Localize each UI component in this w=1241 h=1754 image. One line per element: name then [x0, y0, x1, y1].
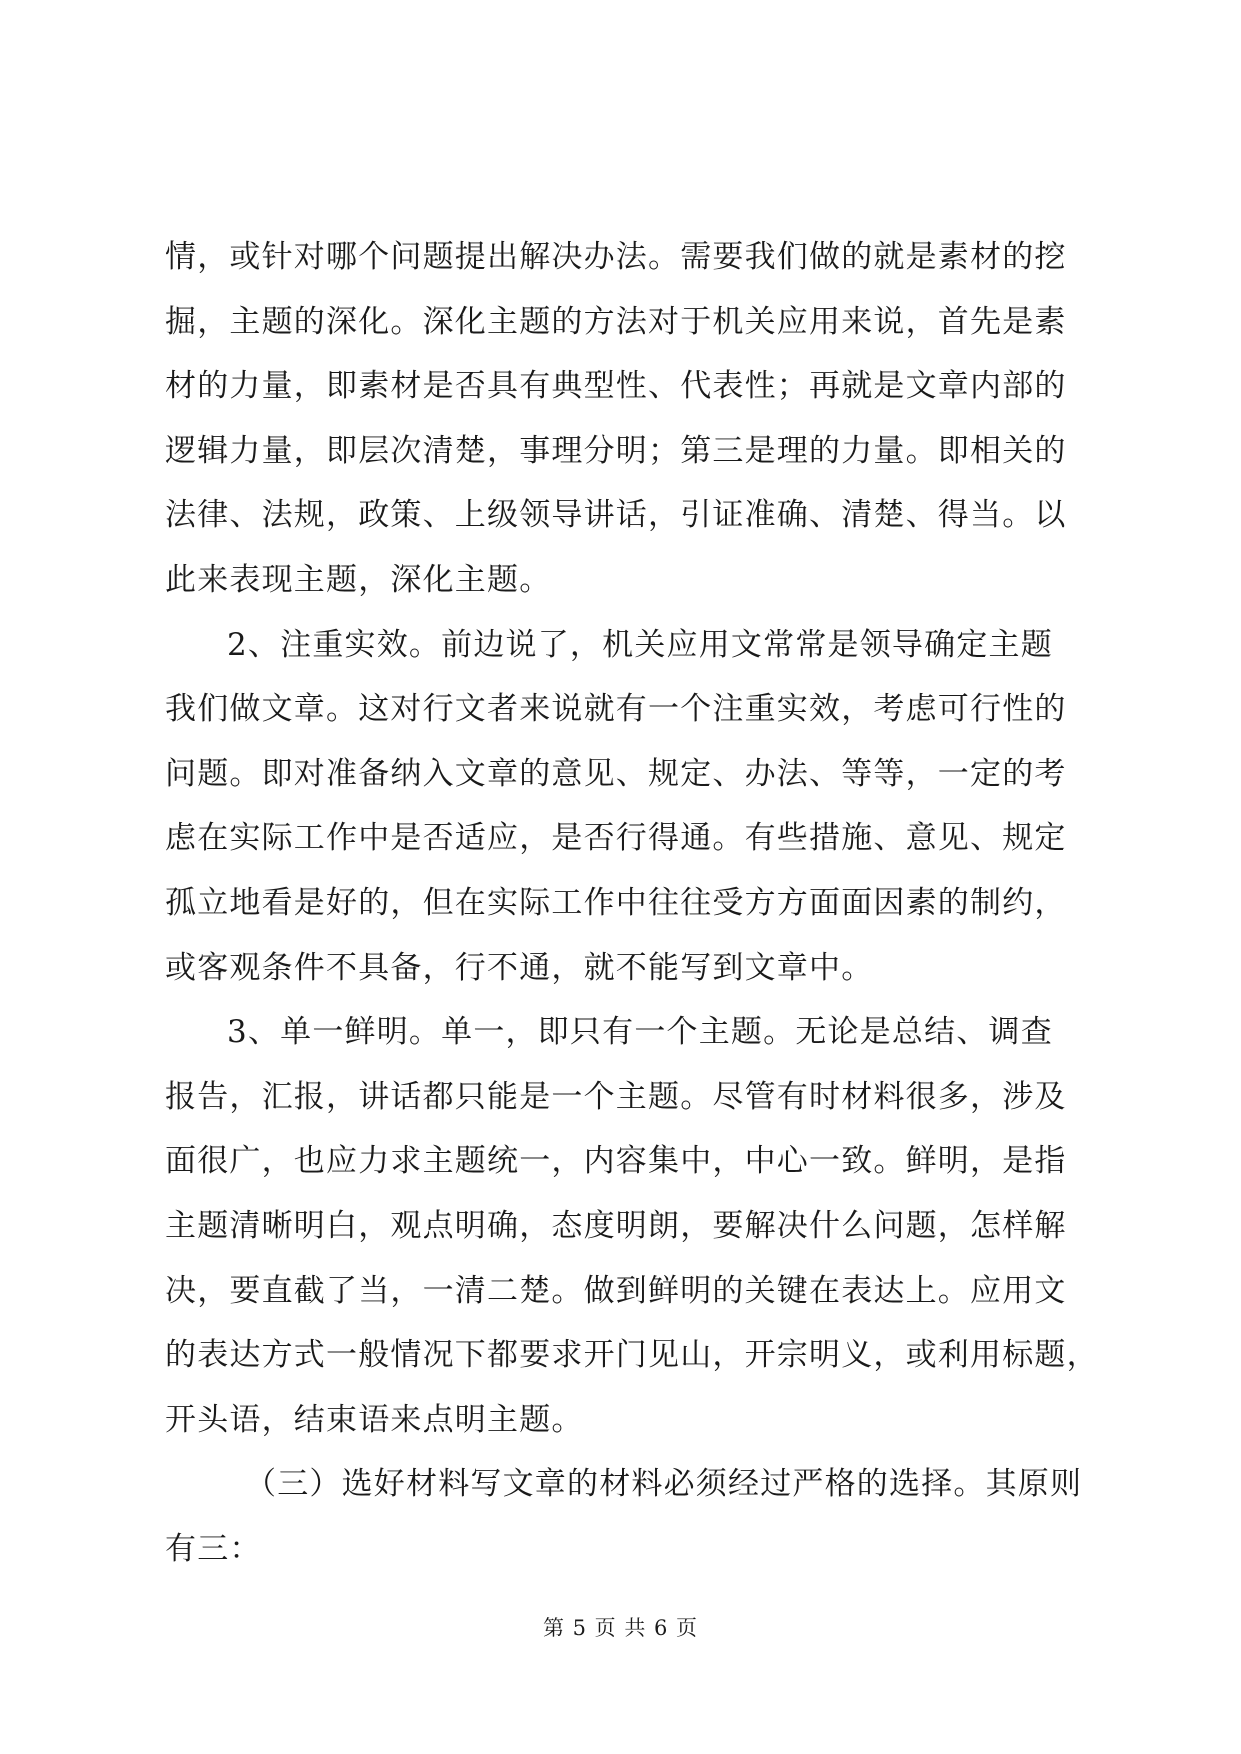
- text-line: 开头语，结束语来点明主题。: [165, 1401, 584, 1438]
- section-heading-line: （三）选好材料写文章的材料必须经过严格的选择。其原则: [245, 1466, 1083, 1503]
- paragraph-start-line: 3、单一鲜明。单一，即只有一个主题。无论是总结、调查: [227, 1014, 1053, 1051]
- text-line: 面很广，也应力求主题统一，内容集中，中心一致。鲜明，是指: [165, 1143, 1067, 1180]
- text-line: 主题清晰明白，观点明确，态度明朗，要解决什么问题，怎样解: [165, 1207, 1067, 1244]
- text-line: 逻辑力量，即层次清楚，事理分明；第三是理的力量。即相关的: [165, 432, 1067, 469]
- text-line: 我们做文章。这对行文者来说就有一个注重实效，考虑可行性的: [165, 691, 1067, 728]
- paragraph-start-line: 2、注重实效。前边说了，机关应用文常常是领导确定主题: [227, 626, 1053, 663]
- text-line: 有三：: [165, 1530, 262, 1567]
- text-line: 法律、法规，政策、上级领导讲话，引证准确、清楚、得当。以: [165, 497, 1067, 534]
- text-line: 孤立地看是好的，但在实际工作中往往受方方面面因素的制约，: [165, 884, 1067, 921]
- text-line: 问题。即对准备纳入文章的意见、规定、办法、等等，一定的考: [165, 755, 1067, 792]
- body-text: [165, 225, 1099, 1581]
- text-line: 材的力量，即素材是否具有典型性、代表性；再就是文章内部的: [165, 368, 1067, 405]
- text-line: 报告，汇报，讲话都只能是一个主题。尽管有时材料很多，涉及: [165, 1078, 1067, 1115]
- text-line: 虑在实际工作中是否适应，是否行得通。有些措施、意见、规定: [165, 820, 1067, 857]
- text-line: 或客观条件不具备，行不通，就不能写到文章中。: [165, 949, 874, 986]
- text-line: 情，或针对哪个问题提出解决办法。需要我们做的就是素材的挖: [165, 239, 1067, 275]
- page-footer: [0, 1612, 1241, 1642]
- text-line: 此来表现主题，深化主题。: [165, 561, 552, 598]
- page-number: 第 5 页 共 6 页: [542, 1616, 699, 1640]
- text-line: 的表达方式一般情况下都要求开门见山，开宗明义，或利用标题，: [165, 1337, 1099, 1374]
- text-line: 决，要直截了当，一清二楚。做到鲜明的关键在表达上。应用文: [165, 1272, 1067, 1309]
- text-line: 掘，主题的深化。深化主题的方法对于机关应用来说，首先是素: [165, 303, 1067, 340]
